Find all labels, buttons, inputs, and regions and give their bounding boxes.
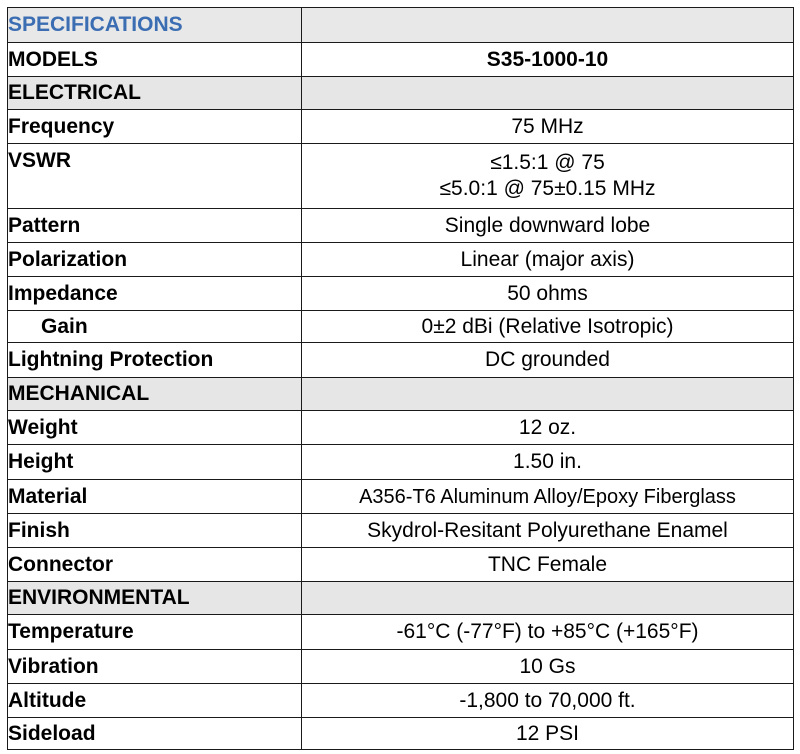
spec-label-impedance: Impedance: [8, 277, 302, 311]
spec-label-frequency: Frequency: [8, 110, 302, 144]
spec-label-sideload: Sideload: [8, 718, 302, 750]
spec-row-height: [8, 445, 794, 480]
spec-row-lightning-protection: [8, 343, 794, 378]
spec-label-weight: Weight: [8, 411, 302, 445]
spec-value-temperature: -61°C (-77°F) to +85°C (+165°F): [302, 615, 794, 650]
section-header-mechanical: [8, 378, 794, 411]
table-title: SPECIFICATIONS: [8, 8, 302, 43]
spec-label-finish: Finish: [8, 514, 302, 548]
section-title-electrical: ELECTRICAL: [8, 77, 302, 110]
spec-row-material: [8, 480, 794, 514]
spec-label-pattern: Pattern: [8, 209, 302, 243]
spec-value-material: A356-T6 Aluminum Alloy/Epoxy Fiberglass: [302, 480, 794, 514]
models-label: MODELS: [8, 43, 302, 77]
section-filler-cell: [302, 582, 794, 615]
spec-label-lightning-protection: Lightning Protection: [8, 343, 302, 378]
spec-row-vibration: [8, 650, 794, 684]
spec-value-sideload: 12 PSI: [302, 718, 794, 750]
vswr-value-line-2: ≤5.0:1 @ 75±0.15 MHz: [439, 177, 656, 200]
spec-value-weight: 12 oz.: [302, 411, 794, 445]
spec-value-altitude: -1,800 to 70,000 ft.: [302, 684, 794, 718]
spec-row-impedance: [8, 277, 794, 311]
models-value: S35-1000-10: [302, 43, 794, 77]
spec-row-weight: [8, 411, 794, 445]
spec-value-pattern: Single downward lobe: [302, 209, 794, 243]
spec-label-polarization: Polarization: [8, 243, 302, 277]
section-title-mechanical: MECHANICAL: [8, 378, 302, 411]
spec-value-polarization: Linear (major axis): [302, 243, 794, 277]
spec-value-vibration: 10 Gs: [302, 650, 794, 684]
spec-row-sideload: [8, 718, 794, 750]
section-filler-cell: [302, 378, 794, 411]
spec-row-connector: [8, 548, 794, 582]
section-header-environmental: [8, 582, 794, 615]
spec-label-material: Material: [8, 480, 302, 514]
spec-row-polarization: [8, 243, 794, 277]
spec-label-height: Height: [8, 445, 302, 480]
spec-value-vswr: [302, 144, 794, 209]
spec-row-temperature: [8, 615, 794, 650]
spec-row-altitude: [8, 684, 794, 718]
spec-value-impedance: 50 ohms: [302, 277, 794, 311]
section-header-electrical: [8, 77, 794, 110]
models-row: [8, 43, 794, 77]
spec-row-pattern: [8, 209, 794, 243]
spec-label-gain: Gain: [8, 311, 302, 343]
spec-label-vswr: VSWR: [8, 144, 302, 209]
section-title-environmental: ENVIRONMENTAL: [8, 582, 302, 615]
title-row: [8, 8, 794, 43]
spec-value-height: 1.50 in.: [302, 445, 794, 480]
specifications-table: [7, 7, 794, 750]
spec-row-finish: [8, 514, 794, 548]
spec-label-connector: Connector: [8, 548, 302, 582]
spec-value-finish: Skydrol-Resitant Polyurethane Enamel: [302, 514, 794, 548]
spec-row-gain: [8, 311, 794, 343]
spec-label-temperature: Temperature: [8, 615, 302, 650]
spec-value-connector: TNC Female: [302, 548, 794, 582]
spec-value-frequency: 75 MHz: [302, 110, 794, 144]
spec-row-vswr: [8, 144, 794, 209]
spec-row-frequency: [8, 110, 794, 144]
spec-label-altitude: Altitude: [8, 684, 302, 718]
vswr-value-line-1: ≤1.5:1 @ 75: [490, 151, 605, 174]
section-filler-cell: [302, 77, 794, 110]
spec-label-vibration: Vibration: [8, 650, 302, 684]
spec-value-gain: 0±2 dBi (Relative Isotropic): [302, 311, 794, 343]
title-filler-cell: [302, 8, 794, 43]
spec-value-lightning-protection: DC grounded: [302, 343, 794, 378]
